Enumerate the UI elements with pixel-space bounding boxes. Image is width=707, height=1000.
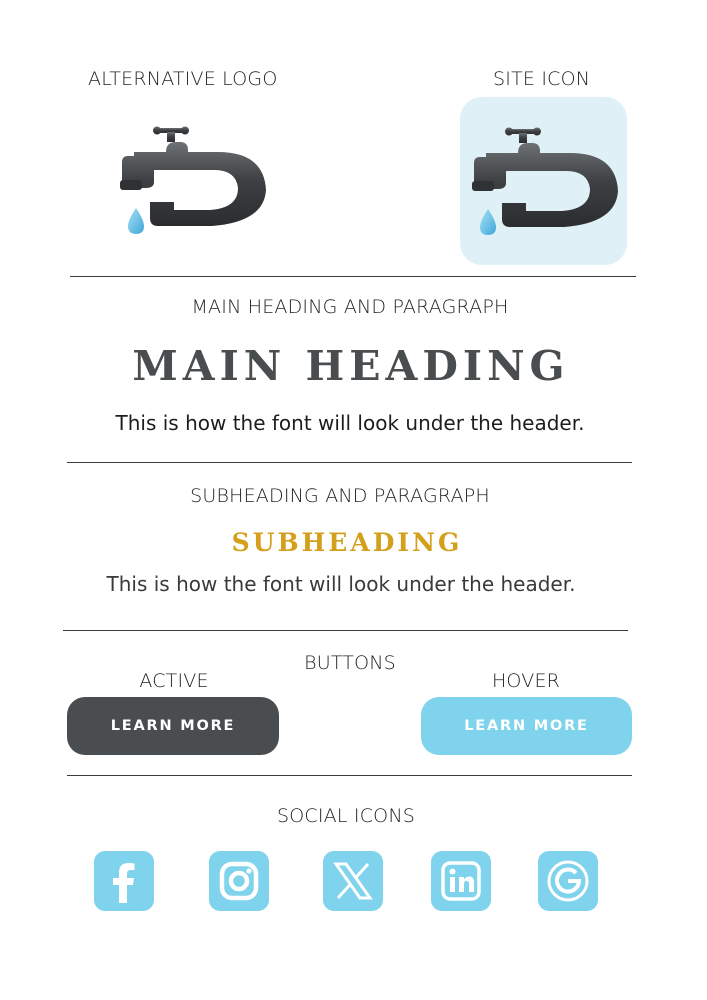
buttons-section-label: BUTTONS — [304, 652, 396, 674]
linkedin-icon — [441, 861, 481, 901]
facebook-button[interactable] — [94, 851, 154, 911]
site-icon-tile — [460, 97, 627, 265]
subheading: SUBHEADING — [231, 528, 463, 557]
learn-more-button-label: LEARN MORE — [110, 718, 236, 734]
hover-state-label: HOVER — [491, 670, 561, 692]
sub-paragraph: This is how the font will look under the header. — [106, 572, 576, 596]
faucet-site-icon — [466, 123, 626, 243]
facebook-icon — [104, 859, 144, 903]
alternative-logo — [114, 122, 274, 242]
google-button[interactable] — [538, 851, 598, 911]
divider — [63, 630, 628, 631]
x-button[interactable] — [323, 851, 383, 911]
x-icon — [333, 861, 373, 901]
learn-more-button-active[interactable] — [67, 697, 279, 755]
instagram-button[interactable] — [209, 851, 269, 911]
divider — [67, 775, 632, 776]
sub-section-label: SUBHEADING AND PARAGRAPH — [190, 485, 490, 507]
google-icon — [546, 859, 590, 903]
linkedin-button[interactable] — [431, 851, 491, 911]
site-icon-label: SITE ICON — [493, 68, 591, 90]
divider — [67, 462, 632, 463]
alternative-logo-label: ALTERNATIVE LOGO — [88, 68, 278, 90]
main-heading: MAIN HEADING — [132, 342, 570, 390]
social-section-label: SOCIAL ICONS — [276, 805, 416, 827]
active-state-label: ACTIVE — [139, 670, 209, 692]
instagram-icon — [219, 861, 259, 901]
main-section-label: MAIN HEADING AND PARAGRAPH — [191, 296, 509, 318]
learn-more-button-label: LEARN MORE — [464, 718, 589, 734]
main-paragraph: This is how the font will look under the header. — [115, 411, 585, 435]
learn-more-button-hover[interactable] — [421, 697, 632, 755]
faucet-logo-icon — [114, 122, 274, 242]
divider — [70, 276, 636, 277]
